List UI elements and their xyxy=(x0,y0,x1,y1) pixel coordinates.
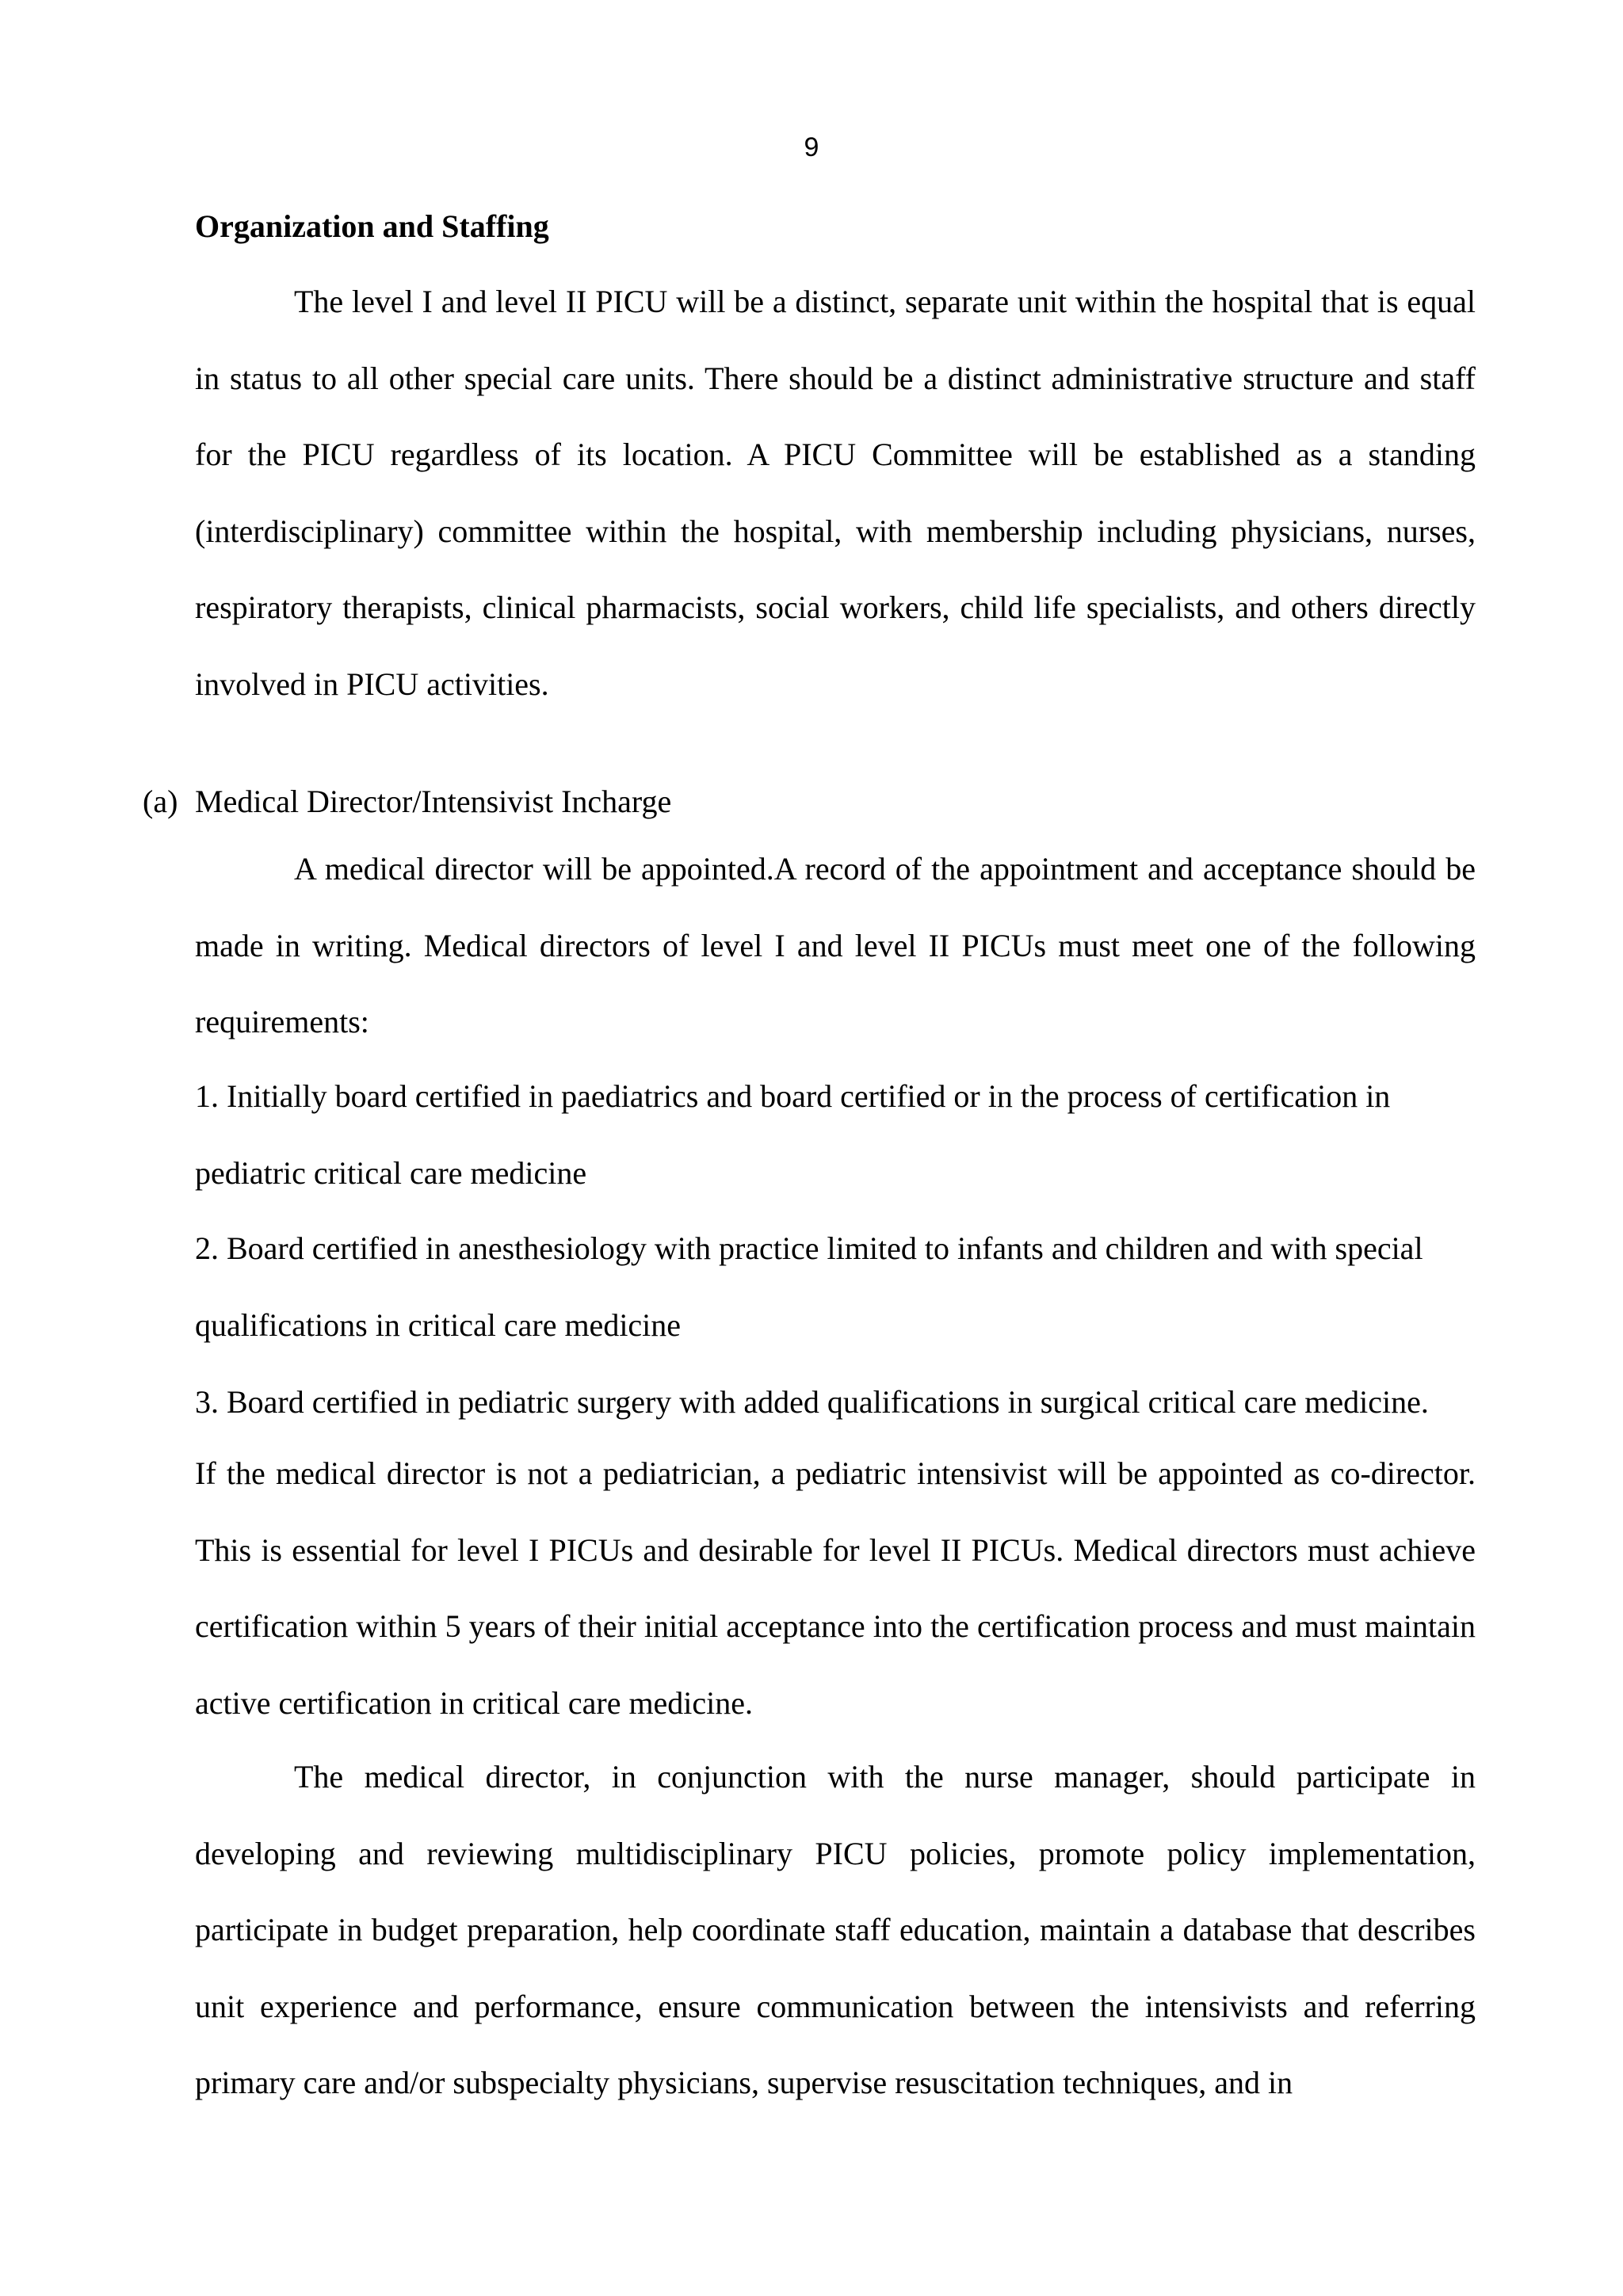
co-director-paragraph: If the medical director is not a pediatrician, a pediatric intensivist will be appointed as co-director. This is essential for level I PICUs and desirable for level II PICUs. Medical directors must achieve certification within 5 years of their initial acceptance into the certification process and must maintain active certification in critical care medicine. xyxy=(195,1455,1476,1721)
page-number: 9 xyxy=(804,132,819,162)
requirement-item: 1. Initially board certified in paediatrics and board certified or in the process of certification in pediatric critical care medicine xyxy=(195,1078,1391,1191)
intro-paragraph: The level I and level II PICU will be a distinct, separate unit within the hospital that is equal in status to all other special care units. There should be a distinct administrative structure and staff for the PICU regardless of its location. A PICU Committee will be established as a standing (interdisciplinary) committee within the hospital, with membership including physicians, nurses, respiratory therapists, clinical pharmacists, social workers, child life specialists, and others directly involved in PICU activities. xyxy=(195,284,1476,702)
duties-paragraph: The medical director, in conjunction with the nurse manager, should participate in developing and reviewing multidisciplinary PICU policies, promote policy implementation, participate in budget preparation, help coordinate staff education, maintain a database that describes unit experience and performance, ensure communication between the intensivists and referring primary care and/or subspecialty physicians, supervise resuscitation techniques, and in xyxy=(195,1759,1476,2100)
requirement-item: 2. Board certified in anesthesiology with practice limited to infants and children and with special qualifications in critical care medicine xyxy=(195,1230,1423,1343)
subsection-title xyxy=(143,780,671,824)
subsection-marker: (a) xyxy=(143,784,178,819)
section-heading: Organization and Staffing xyxy=(195,208,549,244)
requirement-item: 3. Board certified in pediatric surgery with added qualifications in surgical critical care medicine. xyxy=(195,1384,1429,1420)
subsection-title-text: Medical Director/Intensivist Incharge xyxy=(195,784,672,819)
appointment-paragraph: A medical director will be appointed.A record of the appointment and acceptance should be made in writing. Medical directors of level I and level II PICUs must meet one of the following requirements: xyxy=(195,851,1476,1039)
